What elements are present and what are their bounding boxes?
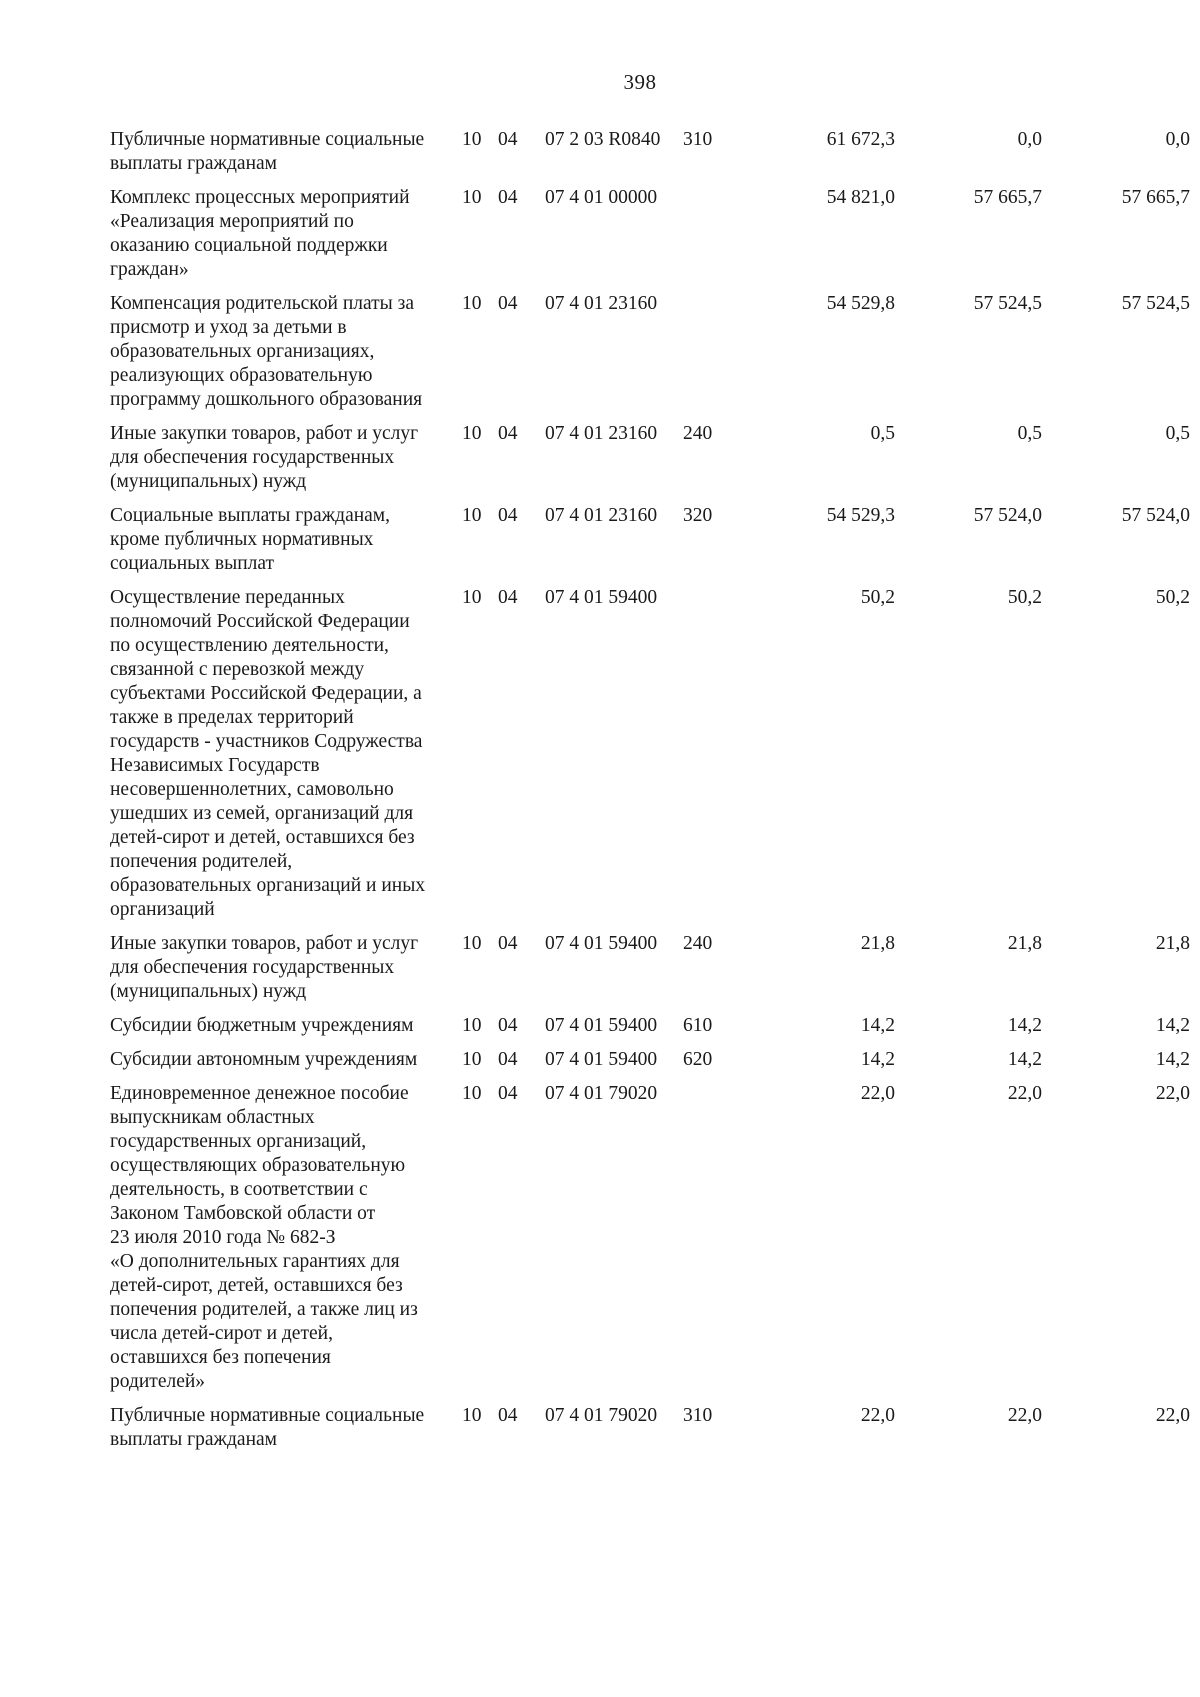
- target-article-cell: 07 4 01 23160: [545, 293, 658, 314]
- razdel-cell: 10: [462, 1405, 482, 1426]
- table-row: [110, 422, 1190, 504]
- item-name-line: программу дошкольного образования: [110, 389, 423, 410]
- item-name-line: организаций: [110, 899, 215, 920]
- item-name-line: социальных выплат: [110, 553, 275, 574]
- razdel-cell: 10: [462, 505, 482, 526]
- target-article-cell: 07 4 01 79020: [545, 1405, 658, 1426]
- amount-year1-cell: 54 821,0: [826, 187, 895, 208]
- item-name-line: Субсидии автономным учреждениям: [110, 1049, 418, 1070]
- item-name-line: образовательных организаций и иных: [110, 875, 426, 896]
- item-name-line: осуществляющих образовательную: [110, 1155, 406, 1176]
- item-name-cell: [110, 586, 462, 932]
- table-row: [110, 504, 1190, 586]
- amount-year2-cell: 57 524,0: [973, 505, 1042, 526]
- razdel-cell: 10: [462, 1015, 482, 1036]
- expense-type-cell: 620: [683, 1049, 713, 1070]
- amount-year3-cell: 0,5: [1165, 423, 1190, 444]
- item-name-line: (муниципальных) нужд: [110, 471, 307, 492]
- item-name-line: по осуществлению деятельности,: [110, 635, 389, 656]
- razdel-cell: 10: [462, 293, 482, 314]
- amount-year3-cell: 0,0: [1165, 129, 1190, 150]
- amount-year2-cell: 22,0: [1007, 1405, 1042, 1426]
- amount-year1-cell: 22,0: [860, 1405, 895, 1426]
- page-number: 398: [623, 70, 657, 94]
- amount-year3-cell: 57 524,5: [1121, 293, 1190, 314]
- item-name-line: ушедших из семей, организаций для: [110, 803, 414, 824]
- item-name-cell: [110, 932, 462, 1014]
- expense-type-cell: [683, 292, 731, 422]
- expense-type-cell: 310: [683, 1405, 713, 1426]
- item-name-line: Публичные нормативные социальные: [110, 1405, 425, 1426]
- item-name-line: государственных организаций,: [110, 1131, 367, 1152]
- amount-year2-cell: 57 665,7: [973, 187, 1042, 208]
- amount-year2-cell: 0,0: [1017, 129, 1042, 150]
- item-name-cell: [110, 422, 462, 504]
- expense-type-cell: [683, 186, 731, 292]
- item-name-line: для обеспечения государственных: [110, 957, 395, 978]
- table-row: [110, 128, 1190, 186]
- razdel-cell: 10: [462, 187, 482, 208]
- item-name-line: 23 июля 2010 года № 682-З: [110, 1227, 336, 1248]
- expense-type-cell: 310: [683, 129, 713, 150]
- item-name-line: выплаты гражданам: [110, 1429, 278, 1450]
- razdel-cell: 10: [462, 1083, 482, 1104]
- razdel-cell: 10: [462, 1049, 482, 1070]
- item-name-cell: [110, 1014, 462, 1048]
- amount-year1-cell: 61 672,3: [826, 129, 895, 150]
- amount-year1-cell: 54 529,3: [826, 505, 895, 526]
- budget-table-body: [110, 128, 1190, 1462]
- target-article-cell: 07 2 03 R0840: [545, 129, 661, 150]
- podrazdel-cell: 04: [498, 505, 518, 526]
- item-name-line: «Реализация мероприятий по: [110, 211, 354, 232]
- podrazdel-cell: 04: [498, 933, 518, 954]
- table-row: [110, 186, 1190, 292]
- item-name-line: Комплекс процессных мероприятий: [110, 187, 410, 208]
- item-name-line: Законом Тамбовской области от: [110, 1203, 376, 1224]
- target-article-cell: 07 4 01 59400: [545, 1049, 658, 1070]
- amount-year3-cell: 21,8: [1155, 933, 1190, 954]
- amount-year1-cell: 14,2: [860, 1049, 895, 1070]
- item-name-line: Социальные выплаты гражданам,: [110, 505, 391, 526]
- amount-year1-cell: 21,8: [860, 933, 895, 954]
- table-row: [110, 932, 1190, 1014]
- item-name-cell: [110, 128, 462, 186]
- item-name-line: детей-сирот и детей, оставшихся без: [110, 827, 415, 848]
- amount-year3-cell: 57 665,7: [1121, 187, 1190, 208]
- table-row: [110, 1048, 1190, 1082]
- item-name-cell: [110, 1048, 462, 1082]
- target-article-cell: 07 4 01 59400: [545, 1015, 658, 1036]
- razdel-cell: 10: [462, 423, 482, 444]
- amount-year2-cell: 21,8: [1007, 933, 1042, 954]
- budget-table: [110, 128, 1190, 1462]
- item-name-line: Иные закупки товаров, работ и услуг: [110, 933, 419, 954]
- podrazdel-cell: 04: [498, 1405, 518, 1426]
- item-name-line: числа детей-сирот и детей,: [110, 1323, 333, 1344]
- item-name-line: Субсидии бюджетным учреждениям: [110, 1015, 414, 1036]
- item-name-line: образовательных организациях,: [110, 341, 375, 362]
- table-row: [110, 292, 1190, 422]
- amount-year3-cell: 57 524,0: [1121, 505, 1190, 526]
- item-name-line: выплаты гражданам: [110, 153, 278, 174]
- amount-year1-cell: 54 529,8: [826, 293, 895, 314]
- table-row: [110, 586, 1190, 932]
- amount-year2-cell: 0,5: [1017, 423, 1042, 444]
- item-name-line: несовершеннолетних, самовольно: [110, 779, 394, 800]
- item-name-line: детей-сирот, детей, оставшихся без: [110, 1275, 403, 1296]
- item-name-line: субъектами Российской Федерации, а: [110, 683, 422, 704]
- item-name-line: попечения родителей, а также лиц из: [110, 1299, 418, 1320]
- amount-year2-cell: 22,0: [1007, 1083, 1042, 1104]
- amount-year1-cell: 50,2: [860, 587, 895, 608]
- razdel-cell: 10: [462, 129, 482, 150]
- target-article-cell: 07 4 01 79020: [545, 1083, 658, 1104]
- amount-year3-cell: 14,2: [1155, 1049, 1190, 1070]
- amount-year3-cell: 50,2: [1155, 587, 1190, 608]
- amount-year1-cell: 22,0: [860, 1083, 895, 1104]
- expense-type-cell: 240: [683, 423, 713, 444]
- item-name-line: для обеспечения государственных: [110, 447, 395, 468]
- podrazdel-cell: 04: [498, 187, 518, 208]
- item-name-line: реализующих образовательную: [110, 365, 373, 386]
- podrazdel-cell: 04: [498, 1049, 518, 1070]
- target-article-cell: 07 4 01 59400: [545, 933, 658, 954]
- podrazdel-cell: 04: [498, 423, 518, 444]
- item-name-line: Иные закупки товаров, работ и услуг: [110, 423, 419, 444]
- item-name-line: Единовременное денежное пособие: [110, 1083, 409, 1104]
- target-article-cell: 07 4 01 00000: [545, 187, 658, 208]
- item-name-cell: [110, 1404, 462, 1462]
- item-name-line: связанной с перевозкой между: [110, 659, 365, 680]
- item-name-line: «О дополнительных гарантиях для: [110, 1251, 400, 1272]
- amount-year2-cell: 14,2: [1007, 1015, 1042, 1036]
- target-article-cell: 07 4 01 23160: [545, 423, 658, 444]
- podrazdel-cell: 04: [498, 587, 518, 608]
- item-name-line: (муниципальных) нужд: [110, 981, 307, 1002]
- item-name-line: попечения родителей,: [110, 851, 293, 872]
- expense-type-cell: [683, 1082, 731, 1404]
- item-name-line: Компенсация родительской платы за: [110, 293, 415, 314]
- table-row: [110, 1082, 1190, 1404]
- podrazdel-cell: 04: [498, 1015, 518, 1036]
- table-row: [110, 1014, 1190, 1048]
- amount-year2-cell: 50,2: [1007, 587, 1042, 608]
- target-article-cell: 07 4 01 23160: [545, 505, 658, 526]
- podrazdel-cell: 04: [498, 129, 518, 150]
- amount-year1-cell: 0,5: [870, 423, 895, 444]
- item-name-line: родителей»: [110, 1371, 206, 1392]
- amount-year2-cell: 57 524,5: [973, 293, 1042, 314]
- item-name-cell: [110, 1082, 462, 1404]
- item-name-line: полномочий Российской Федерации: [110, 611, 410, 632]
- item-name-line: Независимых Государств: [110, 755, 320, 776]
- item-name-line: оказанию социальной поддержки: [110, 235, 388, 256]
- item-name-line: государств - участников Содружества: [110, 731, 423, 752]
- amount-year2-cell: 14,2: [1007, 1049, 1042, 1070]
- amount-year3-cell: 14,2: [1155, 1015, 1190, 1036]
- amount-year3-cell: 22,0: [1155, 1083, 1190, 1104]
- item-name-line: присмотр и уход за детьми в: [110, 317, 347, 338]
- expense-type-cell: 610: [683, 1015, 713, 1036]
- item-name-line: Осуществление переданных: [110, 587, 345, 608]
- item-name-cell: [110, 504, 462, 586]
- amount-year3-cell: 22,0: [1155, 1405, 1190, 1426]
- expense-type-cell: 240: [683, 933, 713, 954]
- expense-type-cell: 320: [683, 505, 713, 526]
- podrazdel-cell: 04: [498, 293, 518, 314]
- item-name-cell: [110, 292, 462, 422]
- item-name-line: также в пределах территорий: [110, 707, 354, 728]
- podrazdel-cell: 04: [498, 1083, 518, 1104]
- item-name-line: граждан»: [110, 259, 189, 280]
- expense-type-cell: [683, 586, 731, 932]
- item-name-line: кроме публичных нормативных: [110, 529, 374, 550]
- razdel-cell: 10: [462, 933, 482, 954]
- item-name-cell: [110, 186, 462, 292]
- item-name-line: деятельность, в соответствии с: [110, 1179, 368, 1200]
- item-name-line: оставшихся без попечения: [110, 1347, 331, 1368]
- item-name-line: выпускникам областных: [110, 1107, 315, 1128]
- amount-year1-cell: 14,2: [860, 1015, 895, 1036]
- table-row: [110, 1404, 1190, 1462]
- razdel-cell: 10: [462, 587, 482, 608]
- target-article-cell: 07 4 01 59400: [545, 587, 658, 608]
- item-name-line: Публичные нормативные социальные: [110, 129, 425, 150]
